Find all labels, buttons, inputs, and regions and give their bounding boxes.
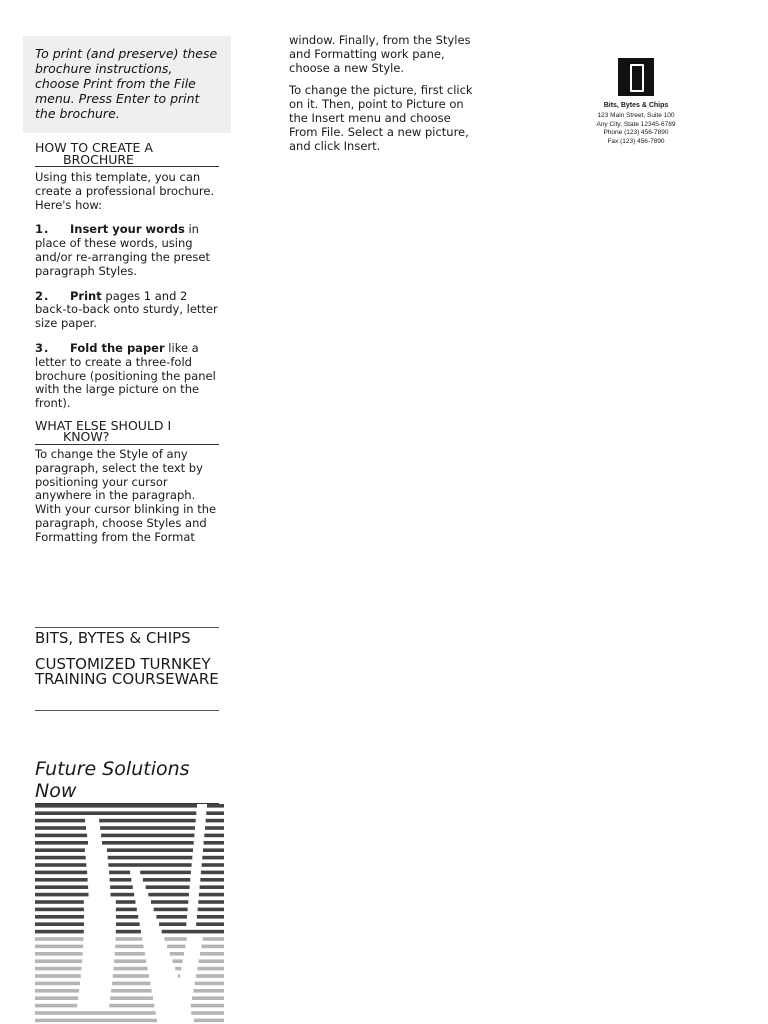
illustration-stripe bbox=[35, 900, 84, 904]
illustration-stripe bbox=[35, 893, 89, 897]
illustration-stripe bbox=[204, 841, 224, 845]
address-line-1: 123 Main Street, Suite 100 bbox=[597, 112, 675, 119]
illustration-stripe bbox=[100, 826, 195, 830]
illustration-stripe bbox=[203, 937, 224, 941]
illustration-stripe bbox=[164, 937, 186, 941]
style-instructions-paragraph: To change the Style of any paragraph, select the text by positioning your cursor anywhere in the paragraph. With your cursor blinking in the paragraph, choose Styles and Formatting from the Format bbox=[35, 446, 217, 544]
phone-number: Phone (123) 456-7890 bbox=[603, 129, 669, 136]
change-picture-paragraph: To change the picture, first click on it. Then, point to Picture on the Insert menu and choose From File. Select a new picture, and click Insert. bbox=[289, 83, 473, 153]
step-bold-text: Fold the paper bbox=[70, 340, 165, 355]
illustration-stripe bbox=[197, 915, 224, 919]
illustration-stripe bbox=[116, 900, 136, 904]
illustration-stripe bbox=[196, 922, 224, 926]
illustration-stripe bbox=[35, 804, 197, 808]
illustration-stripe bbox=[203, 848, 224, 852]
illustration-stripe bbox=[108, 863, 191, 867]
illustration-stripe bbox=[196, 974, 224, 978]
illustration-stripe bbox=[200, 952, 224, 956]
illustration-stripe bbox=[170, 952, 184, 956]
illustration-stripe bbox=[116, 908, 137, 912]
illustration-stripe bbox=[116, 922, 140, 926]
illustration-stripe bbox=[162, 930, 224, 934]
right-panel-contact bbox=[584, 58, 688, 146]
illustration-stripe bbox=[35, 871, 87, 875]
illustration-stripe bbox=[108, 856, 193, 860]
step-number: 2. bbox=[35, 288, 50, 303]
divider bbox=[35, 627, 219, 628]
illustration-stripe bbox=[35, 982, 80, 986]
illustration-stripe bbox=[35, 878, 88, 882]
illustration-stripe bbox=[35, 930, 84, 934]
illustration-stripe bbox=[35, 1011, 156, 1015]
illustration-stripe bbox=[35, 863, 86, 867]
illustration-stripe bbox=[35, 848, 85, 852]
illustration-stripe bbox=[35, 974, 81, 978]
illustration-stripe bbox=[140, 871, 191, 875]
illustration-stripe bbox=[173, 959, 183, 963]
step-bold-text: Insert your words bbox=[70, 222, 185, 237]
heading-line-1: WHAT ELSE SHOULD I bbox=[35, 417, 172, 433]
illustration-stripe bbox=[112, 982, 150, 986]
illustration-stripe bbox=[199, 959, 224, 963]
illustration-stripe bbox=[35, 856, 86, 860]
illustration-stripe bbox=[101, 834, 194, 838]
illustration-stripe bbox=[35, 967, 82, 971]
left-panel-content bbox=[35, 142, 219, 804]
step-item bbox=[35, 342, 219, 411]
step-text: pages 1 and 2 back-to-back onto sturdy, letter size paper. bbox=[35, 288, 218, 331]
section-heading-how-to bbox=[35, 142, 219, 167]
illustration-stripe bbox=[200, 885, 224, 889]
illustration-stripe bbox=[195, 982, 224, 986]
illustration-stripe bbox=[35, 885, 88, 889]
divider bbox=[35, 710, 219, 711]
illustration-stripe bbox=[99, 819, 196, 823]
company-name: BITS, BYTES & CHIPS bbox=[35, 628, 191, 647]
illustration-stripe bbox=[197, 967, 224, 971]
illustration-stripe bbox=[35, 922, 84, 926]
intro-paragraph: Using this template, you can create a professional brochure. Here's how: bbox=[35, 170, 215, 212]
heading-line-2: KNOW? bbox=[63, 429, 110, 445]
illustration-stripe bbox=[201, 945, 224, 949]
illustration-stripe bbox=[194, 1019, 224, 1023]
company-logo-icon bbox=[618, 58, 654, 96]
illustration-stripe bbox=[205, 826, 224, 830]
illustration-stripe bbox=[206, 819, 224, 823]
illustration-stripe bbox=[193, 989, 224, 993]
illustration-stripe bbox=[111, 893, 135, 897]
illustration-stripe bbox=[206, 811, 224, 815]
illustration-stripe bbox=[115, 945, 143, 949]
print-instructions-note: To print (and preserve) these brochure instructions, choose Print from the File menu. Press Enter to print the brochure. bbox=[23, 36, 231, 133]
illustration-stripe bbox=[204, 834, 224, 838]
contact-details bbox=[584, 112, 688, 146]
illustration-stripe bbox=[35, 819, 85, 823]
illustration-stripe bbox=[201, 871, 224, 875]
illustration-stripe bbox=[35, 959, 82, 963]
step-item bbox=[35, 290, 219, 331]
step-text: in place of these words, using and/or re-arranging the preset paragraph Styles. bbox=[35, 222, 210, 278]
illustration-stripe bbox=[111, 989, 152, 993]
illustration-stripe bbox=[202, 856, 224, 860]
illustration-stripe bbox=[115, 952, 145, 956]
illustration-stripe bbox=[102, 841, 194, 845]
illustration-stripe bbox=[35, 945, 83, 949]
step-number: 1. bbox=[35, 222, 50, 237]
illustration-stripe bbox=[35, 834, 87, 838]
illustration-stripe bbox=[116, 930, 141, 934]
striped-figure-illustration bbox=[35, 804, 224, 1024]
illustration-stripe bbox=[159, 922, 186, 926]
illustration-stripe bbox=[199, 893, 224, 897]
heading-line-2: BROCHURE bbox=[63, 151, 134, 167]
illustration-stripe bbox=[148, 893, 189, 897]
step-number: 3. bbox=[35, 340, 50, 355]
illustration-stripe bbox=[110, 996, 153, 1000]
step-item bbox=[35, 223, 219, 278]
illustration-stripe bbox=[146, 885, 190, 889]
illustration-stripe bbox=[191, 1011, 224, 1015]
illustration-stripe bbox=[35, 952, 83, 956]
illustration-stripe bbox=[110, 885, 133, 889]
illustration-stripe bbox=[113, 974, 149, 978]
illustration-stripe bbox=[200, 878, 224, 882]
illustration-stripe bbox=[35, 937, 84, 941]
illustration-stripe bbox=[143, 878, 190, 882]
illustration-stripe bbox=[156, 915, 187, 919]
illustration-stripe bbox=[35, 908, 84, 912]
future-solutions-heading: Future Solutions Now bbox=[35, 758, 219, 804]
illustration-stripe bbox=[198, 900, 224, 904]
step-bold-text: Print bbox=[70, 288, 102, 303]
heading-line-1: HOW TO CREATE A bbox=[35, 140, 153, 155]
contact-company-name: Bits, Bytes & Chips bbox=[603, 102, 669, 109]
illustration-stripe bbox=[114, 959, 146, 963]
illustration-stripe bbox=[35, 915, 84, 919]
illustration-stripe bbox=[207, 804, 224, 808]
step-text: like a letter to create a three-fold brochure (positioning the panel with the large picture on the front). bbox=[35, 340, 216, 411]
middle-panel bbox=[289, 34, 479, 153]
illustration-stripe bbox=[175, 967, 181, 971]
style-continued-paragraph: window. Finally, from the Styles and Formatting work pane, choose a new Style. bbox=[289, 33, 471, 75]
left-panel bbox=[23, 36, 231, 804]
illustration-stripe bbox=[116, 937, 143, 941]
illustration-stripe bbox=[109, 1004, 154, 1008]
company-tagline: CUSTOMIZED TURNKEY TRAINING COURSEWARE bbox=[35, 654, 219, 688]
illustration-stripe bbox=[35, 841, 88, 845]
illustration-stripe bbox=[154, 908, 188, 912]
illustration-stripe bbox=[35, 1004, 77, 1008]
illustration-stripe bbox=[35, 826, 86, 830]
illustration-stripe bbox=[191, 1004, 224, 1008]
illustration-stripe bbox=[116, 915, 138, 919]
illustration-stripe bbox=[35, 989, 79, 993]
illustration-stripe bbox=[35, 811, 196, 815]
illustration-stripe bbox=[167, 945, 185, 949]
illustration-stripe bbox=[198, 908, 224, 912]
illustration-stripe bbox=[110, 878, 132, 882]
illustration-stripe bbox=[178, 974, 180, 978]
address-line-2: Any City, State 12345-6789 bbox=[596, 120, 676, 128]
illustration-stripe bbox=[107, 848, 193, 852]
illustration-stripe bbox=[202, 863, 224, 867]
illustration-stripe bbox=[114, 967, 148, 971]
illustration-stripe bbox=[109, 871, 130, 875]
illustration-stripe bbox=[35, 1019, 157, 1023]
illustration-stripe bbox=[151, 900, 188, 904]
illustration-stripe bbox=[35, 996, 78, 1000]
fax-number: Fax (123) 456-7890 bbox=[607, 137, 665, 145]
section-heading-what-else bbox=[35, 417, 219, 445]
illustration-stripe bbox=[192, 996, 224, 1000]
